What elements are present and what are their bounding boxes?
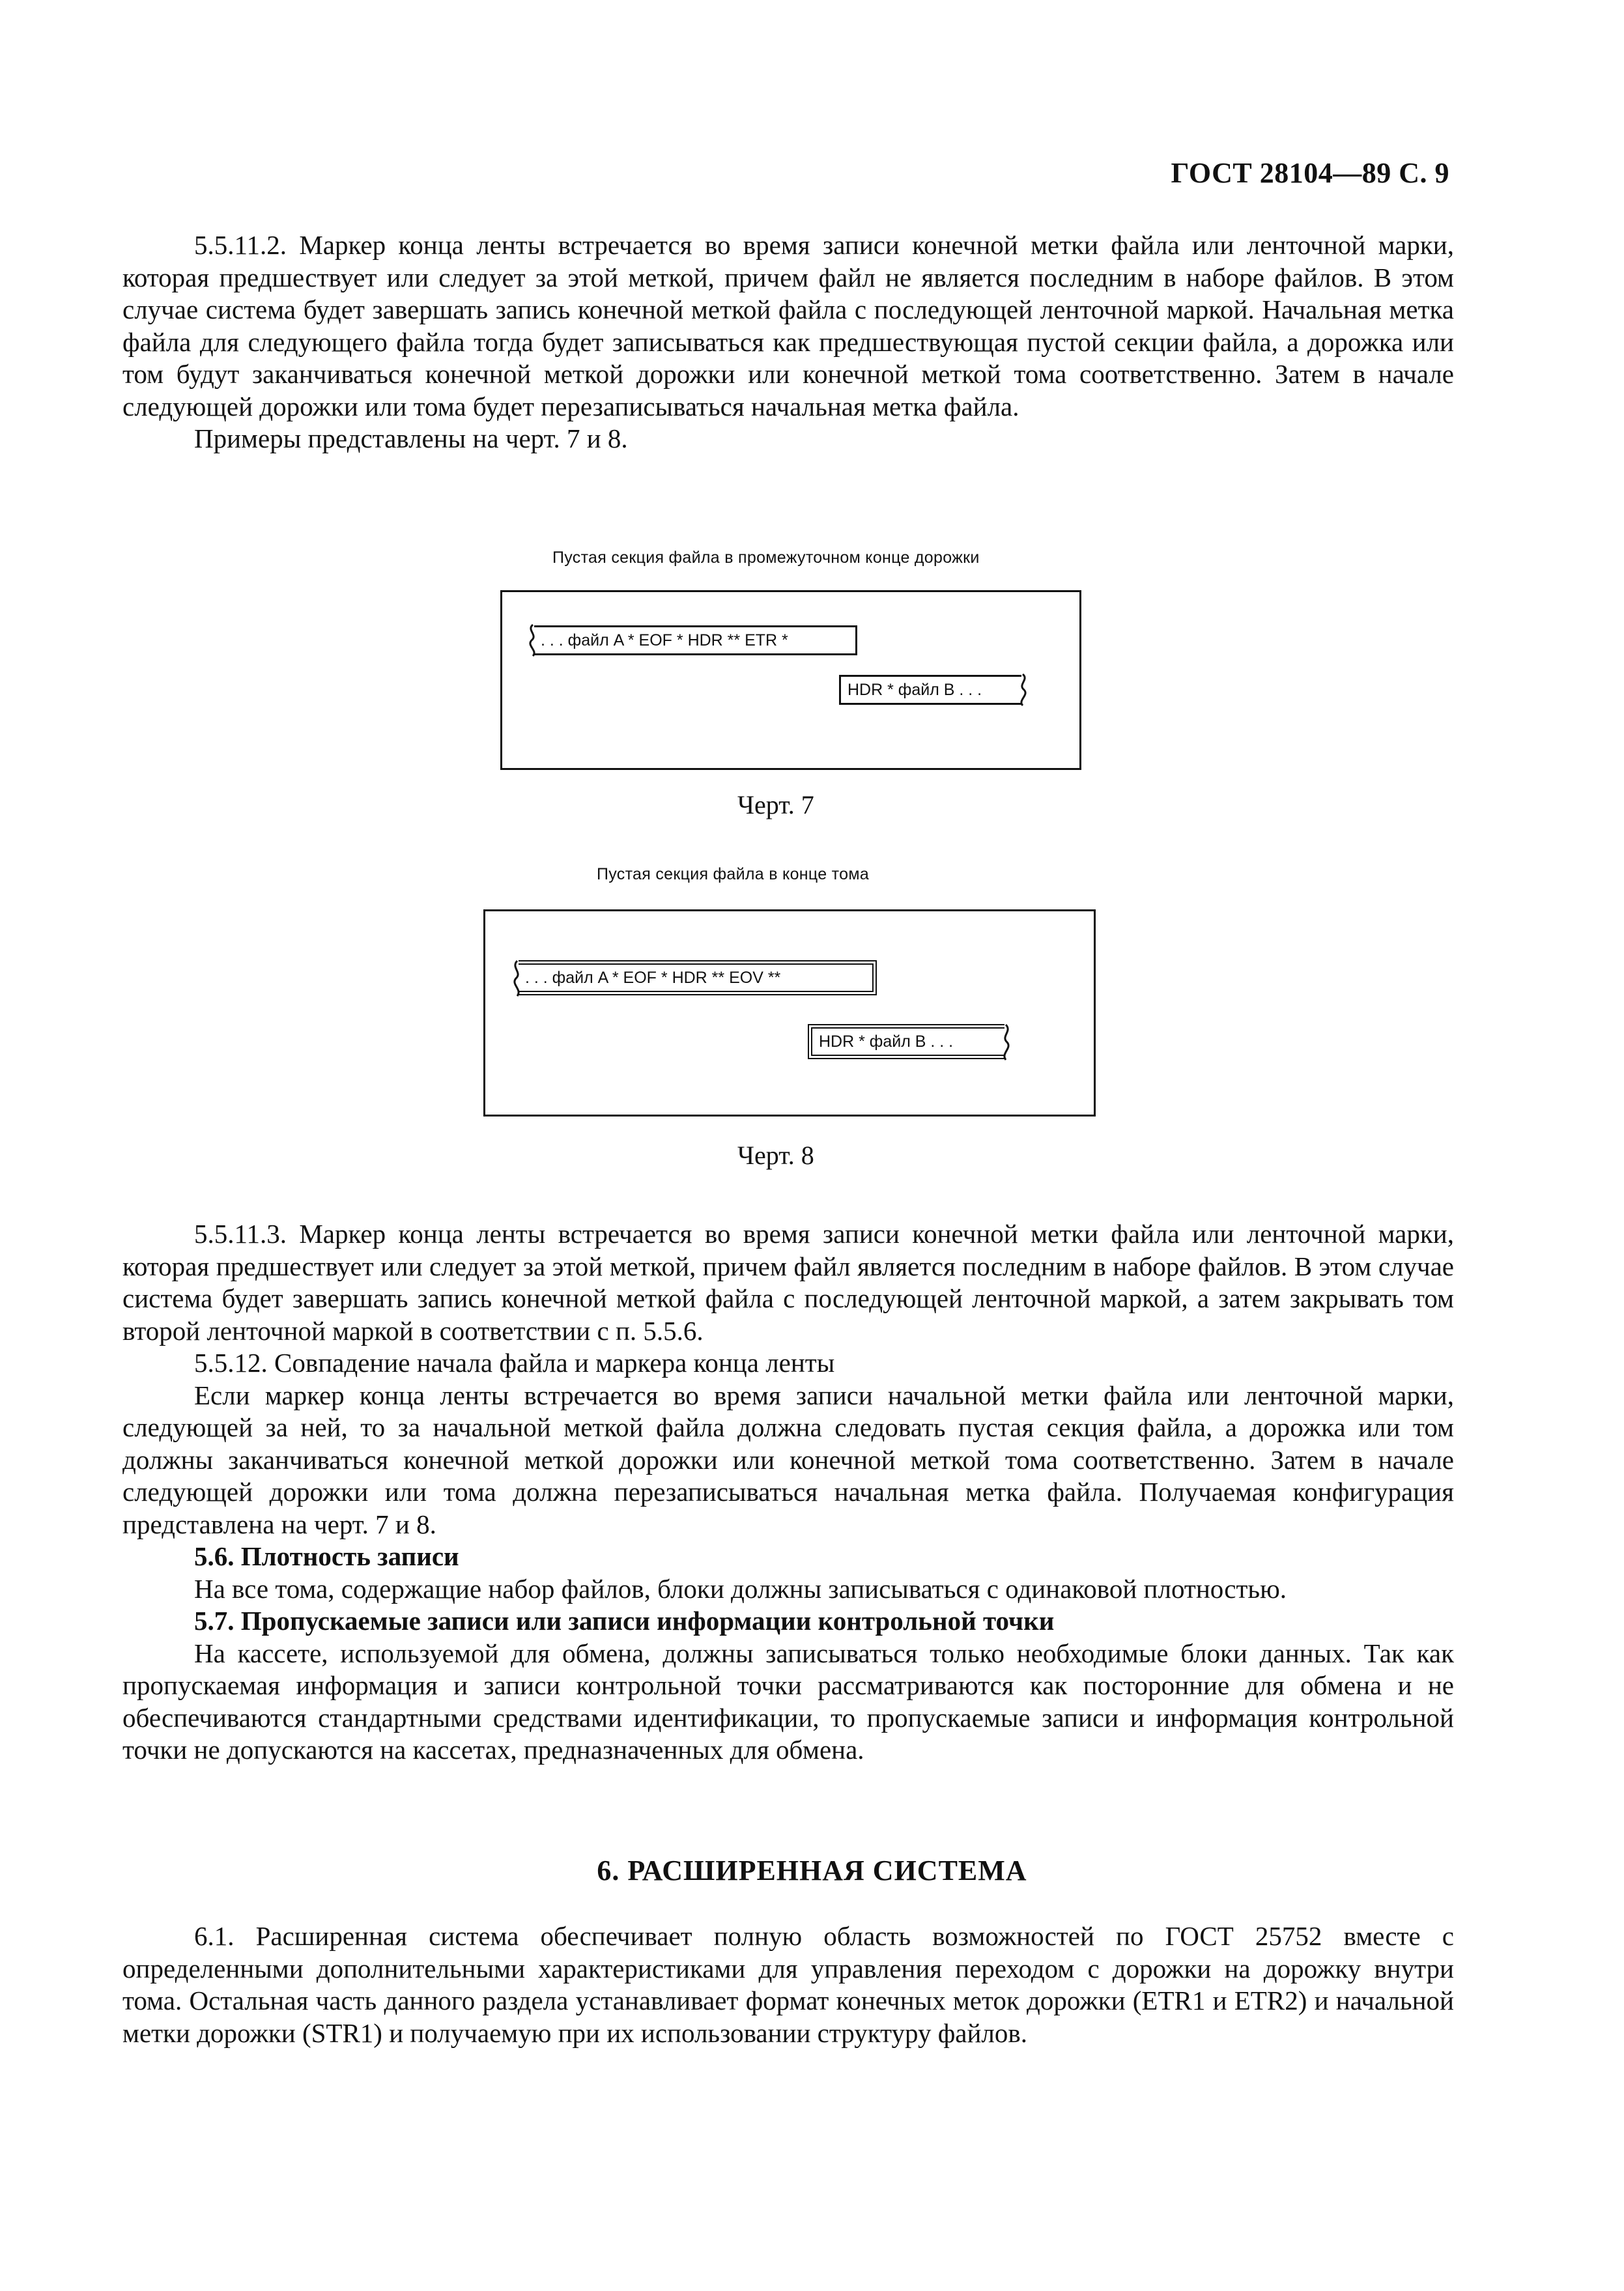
figure-7-caption: Черт. 7 [737,790,814,819]
figure-8-tape-file-b-label: HDR * файл B . . . [819,1032,954,1051]
figure-8-tape-file-a-label: . . . файл A * EOF * HDR ** EOV ** [525,968,781,987]
figure-8-frame [483,909,1096,1117]
paragraph-5-5-12: 5.5.12. Совпадение начала файла и маркера конца ленты [194,1348,835,1378]
paragraph-examples: Примеры представлены на черт. 7 и 8. [194,423,628,453]
wavy-edge-icon [999,1023,1014,1061]
text-block-2 [122,1218,1454,1767]
figure-7-tape-file-b [839,675,1021,705]
paragraph-6-1: 6.1. Расширенная система обеспечивает полную область возможностей по ГОСТ 25752 вместе с определенными дополнительными характеристиками для управления переходом с дорожки на дорожку внутри тома. Остальная часть данного раздела устанавливает формат конечных меток дорожки (ETR1 и ETR2) и начальной метки дорожки (STR1) и получаемую при их использовании структуру файлов. [122,1921,1454,2048]
section-6-title: 6. РАСШИРЕННАЯ СИСТЕМА [597,1855,1027,1886]
text-block-3 [122,1920,1454,2049]
figure-8-tape-file-a [519,960,877,995]
wavy-edge-icon [509,960,524,997]
paragraph-5-6-body: На все тома, содержащие набор файлов, блоки должны записываться с одинаковой плотностью. [194,1573,1287,1604]
paragraph-5-5-11-3: 5.5.11.3. Маркер конца ленты встречается во время записи конечной метки файла или ленточной марки, которая предшествует или следует за этой меткой, причем файл является последним в наборе файлов. В этом случае система будет завершать запись конечной меткой файла с последующей ленточной маркой, а затем закрывать том второй ленточной маркой в соответствии с п. 5.5.6. [122,1219,1454,1346]
figure-8-title: Пустая секция файла в конце тома [597,865,870,883]
text-block-1 [122,229,1454,455]
wavy-edge-icon [525,623,539,657]
figure-8-tape-file-b [808,1024,1004,1059]
figure-7-tape-file-b-label: HDR * файл B . . . [848,680,982,699]
heading-5-6: 5.6. Плотность записи [194,1541,459,1571]
figure-8-caption: Черт. 8 [737,1141,814,1170]
figure-7-title: Пустая секция файла в промежуточном конце дорожки [552,548,980,567]
paragraph-5-5-11-2: 5.5.11.2. Маркер конца ленты встречается во время записи конечной метки файла или ленточной марки, которая предшествует или следует за этой меткой, причем файл не является последним в наборе файлов. В этом случае система будет завершать запись конечной меткой файла с последующей ленточной маркой. Начальная метка файла для следующего файла тогда будет записываться как предшествующая пустой секции файла, а дорожка или том будут заканчиваться конечной меткой дорожки или конечной меткой тома соответственно. Затем в начале следующей дорожки или тома будет перезаписываться начальная метка файла. [122,230,1454,421]
paragraph-5-7-body: На кассете, используемой для обмена, должны записываться только необходимые блоки данных. Так как пропускаемая информация и записи контрольной точки рассматриваются как посторонние для обмена и не обеспечиваются стандартными средствами идентификации, то пропускаемые записи и информация контрольной точки не допускаются на кассетах, предназначенных для обмена. [122,1638,1454,1765]
paragraph-5-5-12-body: Если маркер конца ленты встречается во время записи начальной метки файла или ленточной марки, следующей за ней, то за начальной меткой файла должна следовать пустая секция файла, а дорожка или том должны заканчиваться конечной меткой дорожки или конечной меткой тома соответственно. Затем в начале следующей дорожки или тома должна перезаписываться начальная метка файла. Получаемая конфигурация представлена на черт. 7 и 8. [122,1380,1454,1539]
page-header: ГОСТ 28104—89 С. 9 [1171,157,1449,189]
wavy-edge-icon [1016,673,1031,707]
figure-7-tape-file-a [534,625,857,655]
heading-5-7: 5.7. Пропускаемые записи или записи информации контрольной точки [194,1606,1055,1636]
figure-7-tape-file-a-label: . . . файл A * EOF * HDR ** ETR * [541,631,788,649]
